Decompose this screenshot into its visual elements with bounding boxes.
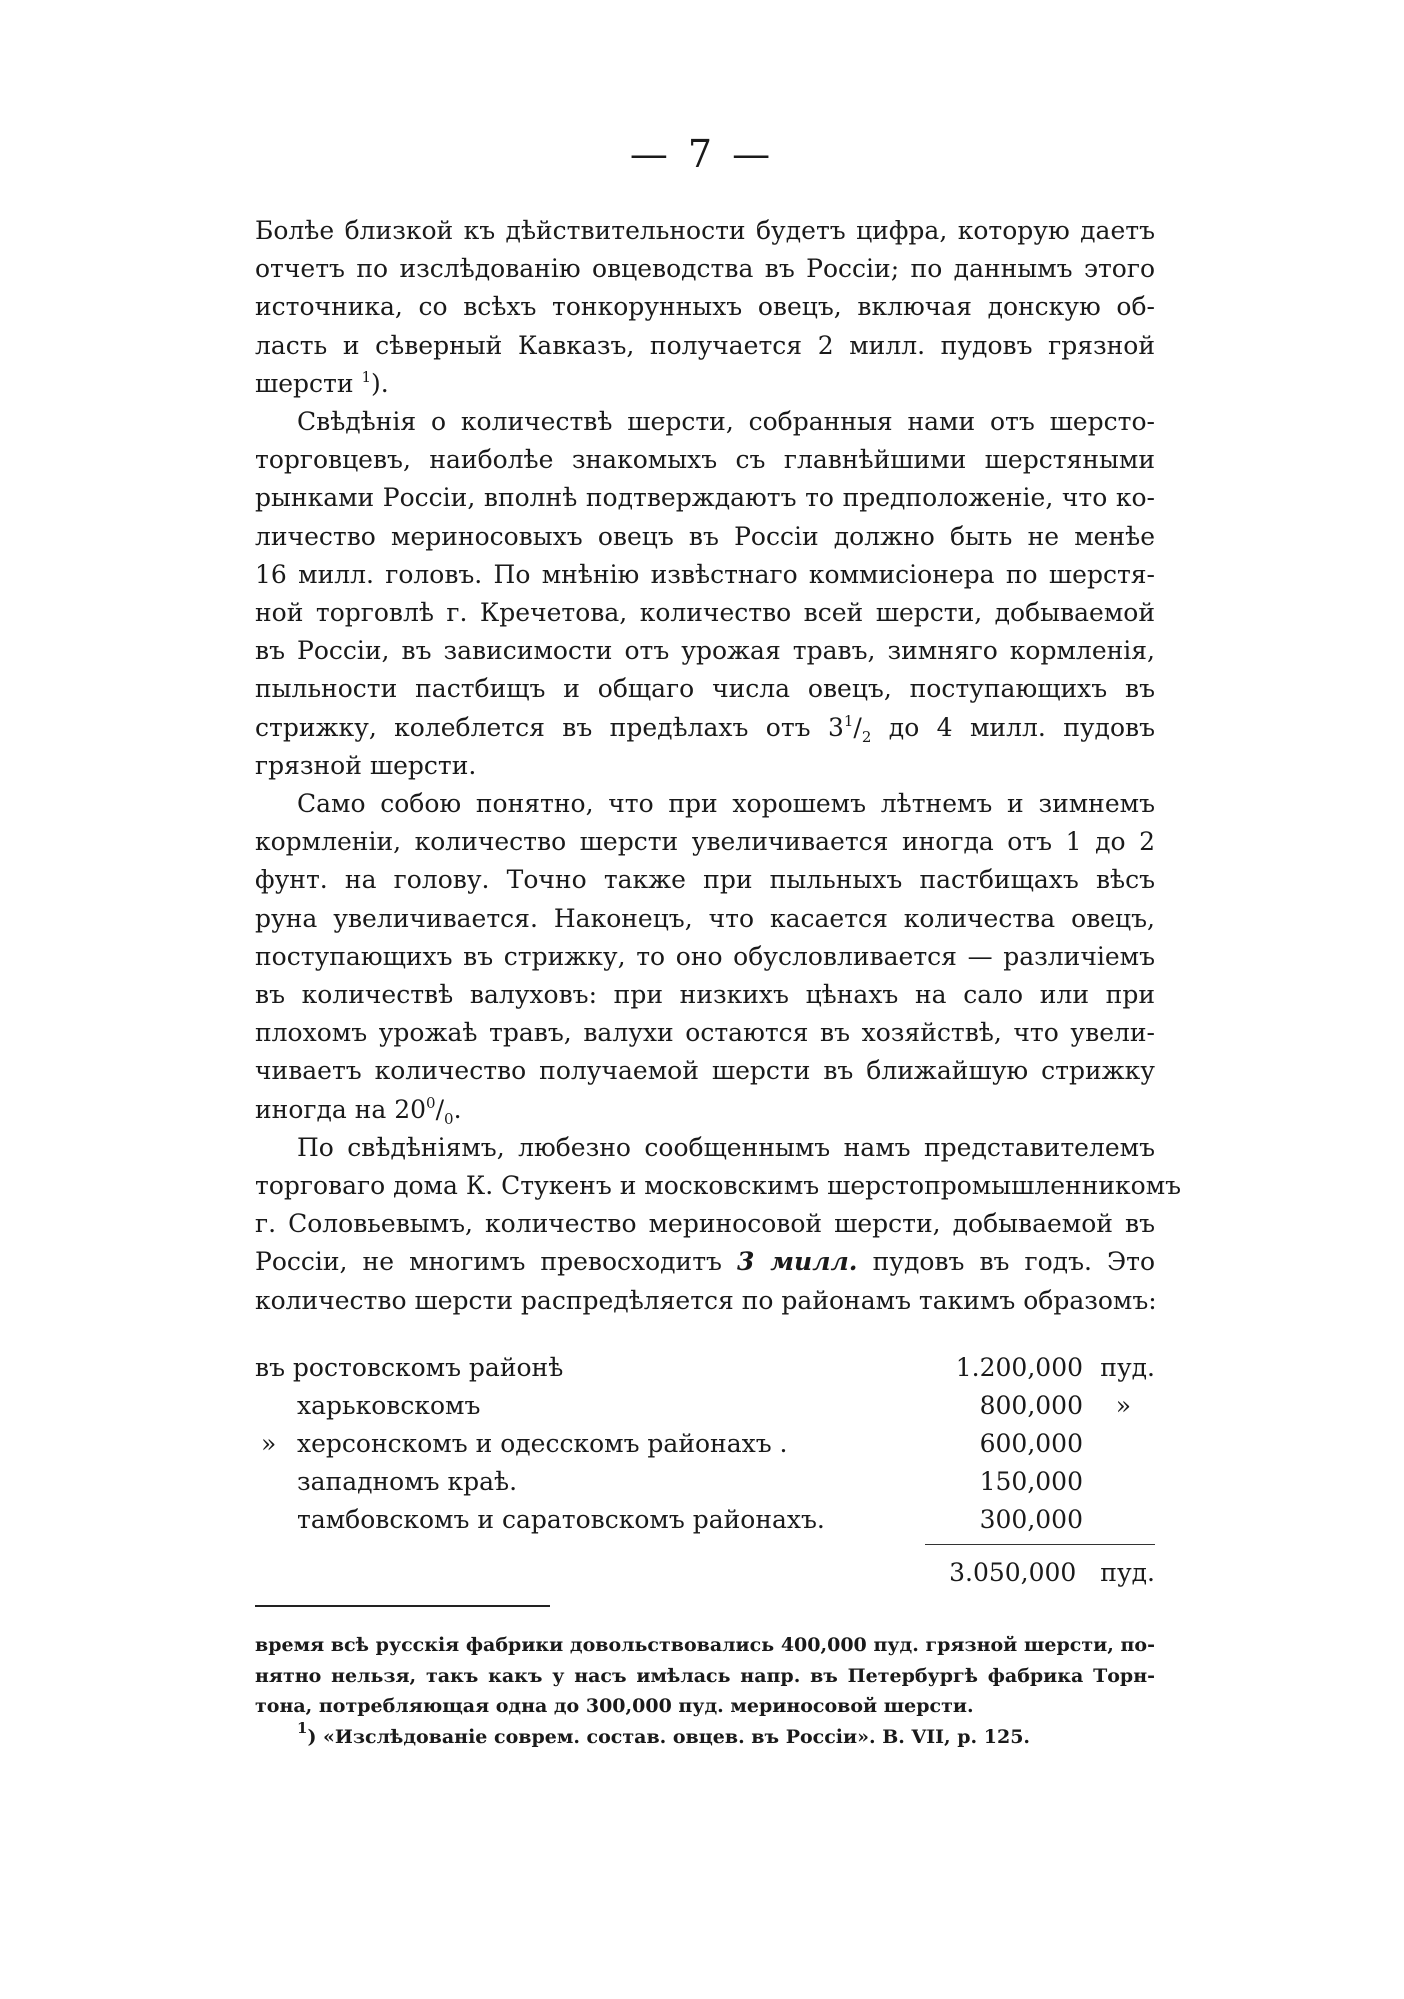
text-line: ной торговлѣ г. Кречетова, количество всей шерсти, добываемой xyxy=(255,598,1155,628)
row-label: въ ростовскомъ районѣ xyxy=(255,1353,564,1382)
paragraph-1 xyxy=(255,212,1155,403)
text-line xyxy=(255,1091,1155,1129)
text-fragment: иногда на 20 xyxy=(255,1094,427,1124)
text-line: чиваетъ количество получаемой шерсти въ ближайшую стрижку xyxy=(255,1056,1155,1086)
footnotes xyxy=(255,1630,1155,1752)
row-amount: 800,000 xyxy=(979,1391,1083,1420)
text-fragment: шерсти xyxy=(255,368,362,398)
text-line: ласть и сѣверный Кавказъ, получается 2 милл. пудовъ грязной xyxy=(255,330,1155,360)
row-amount: 1.200,000 xyxy=(955,1353,1083,1382)
row-unit: пуд. xyxy=(1100,1353,1155,1382)
percent-slash: / xyxy=(435,1094,445,1124)
text-line xyxy=(255,365,1155,403)
footnote-mark: 1 xyxy=(297,1718,308,1737)
text-line: рынками Россіи, вполнѣ подтверждаютъ то предположеніе, что ко- xyxy=(255,483,1155,513)
sum-rule xyxy=(925,1544,1155,1545)
distribution-table xyxy=(255,1349,1155,1587)
text-fragment: до 4 милл. пудовъ xyxy=(871,712,1155,742)
text-line: поступающихъ въ стрижку, то оно обусловливается — различіемъ xyxy=(255,941,1155,971)
text-line xyxy=(255,709,1155,747)
row-amount: 300,000 xyxy=(979,1505,1083,1534)
row-label: западномъ краѣ. xyxy=(297,1467,518,1496)
text-fragment: пудовъ въ годъ. Это xyxy=(857,1247,1156,1277)
paragraph-3 xyxy=(255,785,1155,1129)
row-unit: » xyxy=(1115,1391,1131,1420)
footnote-mark: 1 xyxy=(361,367,372,386)
fraction-denominator: 2 xyxy=(861,727,872,746)
footnote-divider xyxy=(255,1605,550,1607)
text-line: пыльности пастбищъ и общаго числа овецъ, поступающихъ въ xyxy=(255,674,1155,704)
percent-sub: 0 xyxy=(444,1109,454,1128)
text-line: г. Соловьевымъ, количество мериносовой шерсти, добываемой въ xyxy=(255,1209,1155,1239)
text-line: въ Россіи, въ зависимости отъ урожая травъ, зимняго кормленія, xyxy=(255,636,1155,666)
text-line: 16 милл. головъ. По мнѣнію извѣстнаго коммисіонера по шерстя- xyxy=(255,559,1155,589)
percent-sup: 0 xyxy=(426,1093,436,1112)
text-line: кормленіи, количество шерсти увеличивается иногда отъ 1 до 2 xyxy=(255,827,1155,857)
body-text xyxy=(255,212,1182,1320)
text-line: отчетъ по изслѣдованію овцеводства въ Россіи; по даннымъ этого xyxy=(255,254,1155,284)
fraction-slash: / xyxy=(853,712,862,742)
text-fragment: Россіи, не многимъ превосходитъ xyxy=(255,1247,738,1277)
footnote-line: нятно нельзя, такъ какъ у насъ имѣлась напр. въ Петербургѣ фабрика Торн- xyxy=(255,1664,1155,1687)
fraction-numerator: 1 xyxy=(843,711,854,730)
table-total xyxy=(949,1554,1155,1592)
table-row xyxy=(255,1463,1155,1501)
text-line: торговаго дома К. Стукенъ и московскимъ шерстопромышленникомъ xyxy=(255,1171,1182,1201)
row-amount: 150,000 xyxy=(979,1467,1083,1496)
text-line: Свѣдѣнія о количествѣ шерсти, собранныя нами отъ шерсто- xyxy=(297,407,1155,437)
paragraph-4 xyxy=(255,1129,1182,1320)
footnote-1 xyxy=(255,1718,1155,1753)
text-fragment: ). xyxy=(371,368,389,398)
emphasis-amount: 3 милл. xyxy=(737,1247,858,1277)
text-line: Само собою понятно, что при хорошемъ лѣтнемъ и зимнемъ xyxy=(297,789,1155,819)
text-line: количество шерсти распредѣляется по районамъ такимъ образомъ: xyxy=(255,1285,1157,1315)
table-row xyxy=(255,1387,1155,1425)
footnote-line: тона, потребляющая одна до 300,000 пуд. мериносовой шерсти. xyxy=(255,1695,974,1717)
row-amount: 600,000 xyxy=(979,1429,1083,1458)
text-line: въ количествѣ валуховъ: при низкихъ цѣнахъ на сало или при xyxy=(255,980,1155,1010)
text-fragment: стрижку, колеблется въ предѣлахъ отъ 3 xyxy=(255,712,844,742)
ditto-mark: » xyxy=(261,1429,277,1458)
text-line: грязной шерсти. xyxy=(255,750,477,780)
text-line: торговцевъ, наиболѣе знакомыхъ съ главнѣйшими шерстяными xyxy=(255,445,1155,475)
text-line: плохомъ урожаѣ травъ, валухи остаются въ хозяйствѣ, что увели- xyxy=(255,1018,1155,1048)
text-fragment: . xyxy=(453,1094,462,1124)
text-line: источника, со всѣхъ тонкорунныхъ овецъ, включая донскую об- xyxy=(255,292,1155,322)
text-line: По свѣдѣніямъ, любезно сообщеннымъ намъ представителемъ xyxy=(297,1132,1155,1162)
row-label: херсонскомъ и одесскомъ районахъ . xyxy=(297,1429,788,1458)
page-number: — 7 — xyxy=(629,132,775,176)
row-label: харьковскомъ xyxy=(297,1391,481,1420)
text-line: Болѣе близкой къ дѣйствительности будетъ цифра, которую даетъ xyxy=(255,216,1155,245)
text-line: личество мериносовыхъ овецъ въ Россіи должно быть не менѣе xyxy=(255,521,1155,551)
footnote-text: ) «Изслѣдованіе соврем. состав. овцев. въ Россіи». В. VII, р. 125. xyxy=(307,1725,1031,1748)
table-row xyxy=(255,1425,1155,1463)
total-unit: пуд. xyxy=(1100,1558,1155,1587)
total-amount: 3.050,000 xyxy=(949,1558,1077,1587)
paragraph-2 xyxy=(255,403,1155,785)
row-label: тамбовскомъ и саратовскомъ районахъ. xyxy=(297,1505,825,1534)
text-line: фунт. на голову. Точно также при пыльныхъ пастбищахъ вѣсъ xyxy=(255,865,1155,895)
footnote-line: время всѣ русскія фабрики довольствовались 400,000 пуд. грязной шерсти, по- xyxy=(255,1634,1155,1656)
table-row xyxy=(255,1501,1155,1539)
text-line: руна увеличивается. Наконецъ, что касается количества овецъ, xyxy=(255,903,1155,933)
text-line xyxy=(255,1243,1155,1281)
table-row xyxy=(255,1349,1155,1387)
